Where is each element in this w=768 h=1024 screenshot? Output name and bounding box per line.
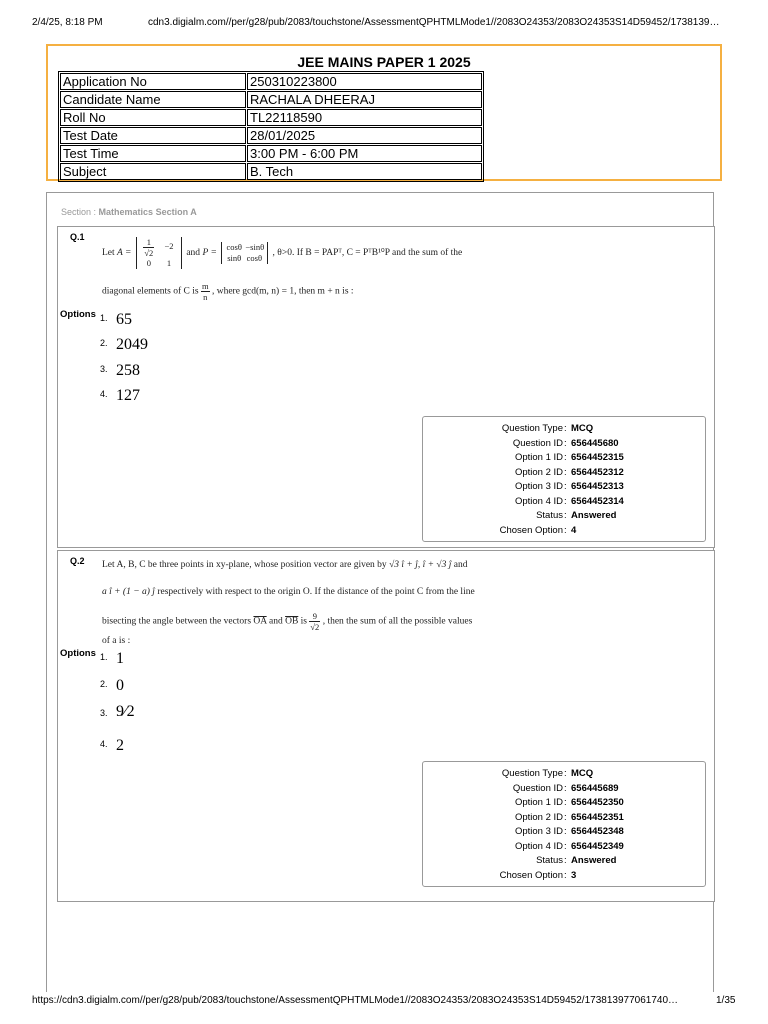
print-url: cdn3.digialm.com//per/g28/pub/2083/touchstone/AssessmentQPHTMLMode1//2083O24353/2083O24353S14D59452/1738139… xyxy=(148,17,720,28)
meta-row-chosen xyxy=(423,524,705,538)
meta-row-qid xyxy=(423,437,705,451)
meta-label: Option 4 ID xyxy=(514,840,563,852)
option-number: 2. xyxy=(100,338,108,348)
q2-and: and xyxy=(453,560,468,570)
q1-line2b: , where gcd(m, n) = 1, then m + n is : xyxy=(211,286,354,297)
meta-value: 6564452314 xyxy=(571,495,624,507)
meta-sep: : xyxy=(564,466,567,478)
candidate-info-table xyxy=(58,71,484,182)
info-value: 28/01/2025 xyxy=(247,127,482,144)
matrix-p xyxy=(221,242,268,264)
meta-sep: : xyxy=(564,797,567,808)
meta-value: 656445689 xyxy=(571,782,619,794)
matrix-p-11: cosθ xyxy=(226,242,242,252)
q2-vectors: √3 î + ĵ, î + √3 ĵ xyxy=(389,560,452,570)
matrix-a-11-den: √2 xyxy=(144,248,154,258)
question-number: Q.2 xyxy=(70,556,85,566)
q2-is: is xyxy=(300,616,308,627)
page-number: 1/35 xyxy=(716,995,736,1006)
meta-label: Question Type xyxy=(501,423,563,434)
matrix-a-21: 0 xyxy=(146,258,151,268)
meta-sep: : xyxy=(564,437,567,449)
q1-condition: , θ>0. If B = PAPᵀ, C = PᵀB¹⁰P and the sum of the xyxy=(272,248,463,259)
question-text-line-2 xyxy=(102,281,354,302)
option-number: 1. xyxy=(100,313,108,323)
info-value: RACHALA DHEERAJ xyxy=(247,91,482,108)
table-row xyxy=(60,163,482,180)
matrix-p-21: sinθ xyxy=(227,253,242,263)
meta-label: Status xyxy=(536,855,563,866)
matrix-a xyxy=(136,237,182,269)
candidate-info-box xyxy=(46,44,722,181)
meta-sep: : xyxy=(564,782,567,794)
info-value: B. Tech xyxy=(247,163,482,180)
meta-row-chosen xyxy=(423,869,705,883)
vector-oa: $\overline{OA}$ xyxy=(253,616,267,627)
option-number: 1. xyxy=(100,652,108,662)
meta-label: Chosen Option xyxy=(499,524,563,536)
q1-a-eq: A = xyxy=(117,248,132,259)
question-text-line-3 xyxy=(102,611,472,632)
section-box xyxy=(46,192,714,992)
option-number: 4. xyxy=(100,389,108,399)
info-label: Test Time xyxy=(60,145,246,162)
meta-sep: : xyxy=(564,855,567,866)
fraction-denominator: √2 xyxy=(310,622,320,632)
meta-row-status xyxy=(423,854,705,868)
meta-value: 6564452350 xyxy=(571,797,624,808)
meta-row-o2 xyxy=(423,466,705,480)
print-datetime: 2/4/25, 8:18 PM xyxy=(32,17,103,28)
meta-value: 6564452349 xyxy=(571,840,624,852)
q2-line3a: bisecting the angle between the vectors xyxy=(102,616,252,627)
info-value: TL22118590 xyxy=(247,109,482,126)
meta-row-o3 xyxy=(423,480,705,494)
meta-row-type xyxy=(423,767,705,781)
q1-and: and xyxy=(186,248,201,259)
option-1-value: 65 xyxy=(116,311,132,328)
fraction-m-n xyxy=(201,281,210,302)
meta-label: Option 3 ID xyxy=(514,481,563,492)
meta-row-o4 xyxy=(423,495,705,509)
info-label: Application No xyxy=(60,73,246,90)
meta-label: Option 1 ID xyxy=(514,797,563,808)
section-label xyxy=(61,207,197,217)
option-3-value: 9⁄2 xyxy=(116,703,135,720)
meta-label: Option 1 ID xyxy=(514,452,563,463)
meta-row-o2 xyxy=(423,811,705,825)
meta-row-status xyxy=(423,509,705,523)
question-text-line-4: of a is : xyxy=(102,636,131,646)
table-row xyxy=(60,127,482,144)
meta-sep: : xyxy=(564,768,567,779)
q2-line3b: , then the sum of all the possible values xyxy=(322,616,473,627)
option-number: 4. xyxy=(100,739,108,749)
fraction-numerator: 9 xyxy=(309,611,320,622)
meta-value: 4 xyxy=(571,524,577,536)
meta-row-o1 xyxy=(423,451,705,465)
meta-label: Status xyxy=(536,510,563,521)
meta-value: 6564452315 xyxy=(571,452,624,463)
fraction-denominator: n xyxy=(203,292,208,302)
info-value: 3:00 PM - 6:00 PM xyxy=(247,145,482,162)
table-row xyxy=(60,145,482,162)
meta-label: Question Type xyxy=(501,768,563,779)
meta-sep: : xyxy=(564,510,567,521)
meta-sep: : xyxy=(564,481,567,492)
table-row xyxy=(60,109,482,126)
meta-label: Option 3 ID xyxy=(514,826,563,837)
question-number: Q.1 xyxy=(70,232,85,242)
q1-line2a: diagonal elements of C is xyxy=(102,286,199,297)
question-meta-box xyxy=(422,761,706,887)
option-1-value: 1 xyxy=(116,650,124,667)
meta-label: Chosen Option xyxy=(499,869,563,881)
option-4-value: 2 xyxy=(116,737,124,754)
option-4-value: 127 xyxy=(116,387,140,404)
info-label: Subject xyxy=(60,163,246,180)
option-number: 3. xyxy=(100,708,108,718)
section-name: Mathematics Section A xyxy=(98,207,197,217)
meta-label: Question ID xyxy=(512,782,563,794)
option-number: 2. xyxy=(100,679,108,689)
q2-line1a: Let A, B, C be three points in xy-plane, whose position vector are given by xyxy=(102,560,387,570)
meta-row-qid xyxy=(423,782,705,796)
meta-value: 3 xyxy=(571,869,577,881)
meta-label: Question ID xyxy=(512,437,563,449)
question-1 xyxy=(57,226,715,548)
meta-sep: : xyxy=(564,840,567,852)
q2-vector-c: a î + (1 − a) ĵ xyxy=(102,587,155,597)
meta-row-type xyxy=(423,422,705,436)
section-prefix: Section : xyxy=(61,207,97,217)
q2-line2b: respectively with respect to the origin O. If the distance of the point C from the line xyxy=(157,587,475,597)
info-label: Roll No xyxy=(60,109,246,126)
meta-value: Answered xyxy=(571,510,617,521)
meta-row-o4 xyxy=(423,840,705,854)
info-label: Candidate Name xyxy=(60,91,246,108)
option-2-value: 2049 xyxy=(116,336,148,353)
meta-row-o3 xyxy=(423,825,705,839)
option-2-value: 0 xyxy=(116,677,124,694)
option-3-value: 258 xyxy=(116,362,140,379)
meta-row-o1 xyxy=(423,796,705,810)
meta-sep: : xyxy=(564,423,567,434)
option-number: 3. xyxy=(100,364,108,374)
meta-value: 656445680 xyxy=(571,437,619,449)
q1-p-eq: P = xyxy=(202,248,217,259)
footer-url: https://cdn3.digialm.com//per/g28/pub/2083/touchstone/AssessmentQPHTMLMode1//2083O24353/2083O24353S14D59452/173813977061740… xyxy=(32,995,679,1006)
question-text-line-1 xyxy=(102,560,467,570)
matrix-p-22: cosθ xyxy=(246,253,263,263)
meta-value: 6564452312 xyxy=(571,466,624,478)
meta-label: Option 4 ID xyxy=(514,495,563,507)
meta-sep: : xyxy=(564,826,567,837)
meta-label: Option 2 ID xyxy=(514,466,563,478)
meta-sep: : xyxy=(564,524,567,536)
matrix-a-12: −2 xyxy=(164,241,174,252)
question-meta-box xyxy=(422,416,706,542)
meta-value: 6564452351 xyxy=(571,811,624,823)
paper-title: JEE MAINS PAPER 1 2025 xyxy=(297,54,471,70)
meta-sep: : xyxy=(564,495,567,507)
matrix-a-11-num: 1 xyxy=(143,237,154,248)
question-2 xyxy=(57,550,715,902)
question-text-line-2 xyxy=(102,587,475,597)
matrix-p-12: −sinθ xyxy=(245,242,265,252)
vector-ob: $\overline{OB}$ xyxy=(285,616,299,627)
question-text-line-1 xyxy=(102,237,462,269)
meta-sep: : xyxy=(564,869,567,881)
q1-let: Let xyxy=(102,248,115,259)
meta-value: Answered xyxy=(571,855,617,866)
info-value: 250310223800 xyxy=(247,73,482,90)
q2-and2: and xyxy=(269,616,283,627)
table-row xyxy=(60,91,482,108)
meta-label: Option 2 ID xyxy=(514,811,563,823)
meta-sep: : xyxy=(564,452,567,463)
meta-value: 6564452348 xyxy=(571,826,624,837)
meta-value: 6564452313 xyxy=(571,481,624,492)
info-label: Test Date xyxy=(60,127,246,144)
meta-value: MCQ xyxy=(571,768,594,779)
fraction-numerator: m xyxy=(201,281,209,291)
options-label: Options xyxy=(60,309,96,320)
fraction-9-root2 xyxy=(309,611,320,632)
table-row xyxy=(60,73,482,90)
meta-value: MCQ xyxy=(571,423,594,434)
options-label: Options xyxy=(60,648,96,659)
matrix-a-22: 1 xyxy=(166,258,172,268)
meta-sep: : xyxy=(564,811,567,823)
